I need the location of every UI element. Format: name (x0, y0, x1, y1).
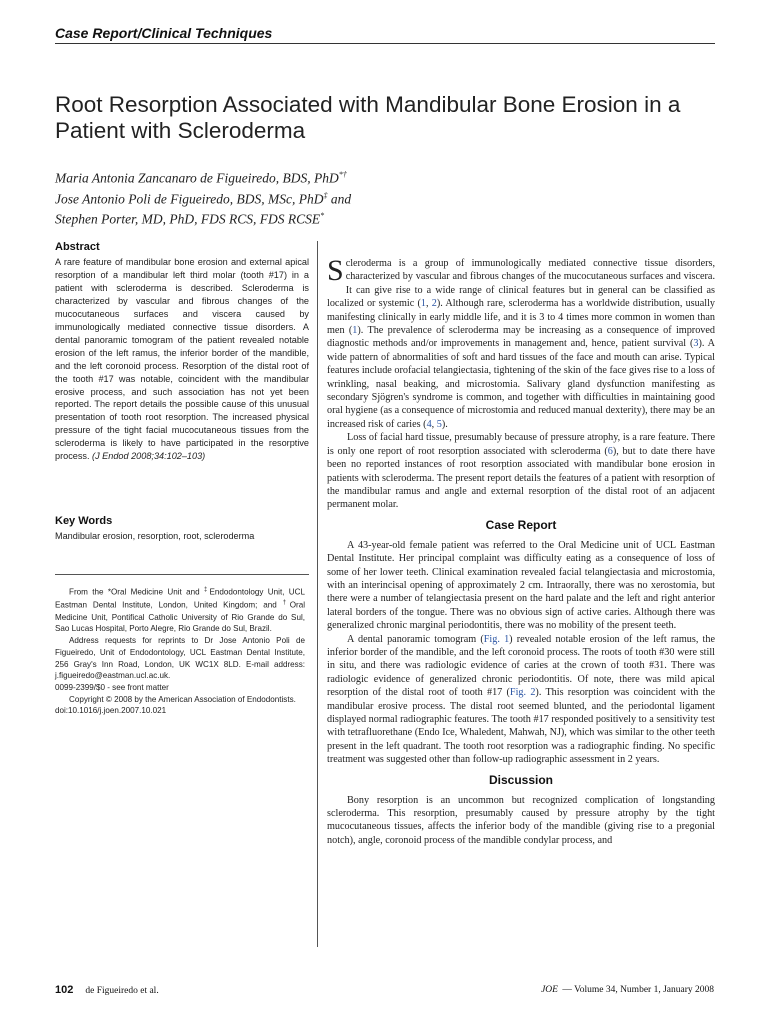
ref-link-3[interactable]: 3 (693, 338, 699, 350)
running-author: de Figueiredo et al. (85, 986, 159, 996)
abstract-citation: (J Endod 2008;34:102–103) (92, 451, 206, 462)
page-footer-right (541, 985, 714, 995)
copyright-line: Copyright © 2008 by the American Association of Endodontists. (69, 694, 296, 704)
column-divider (317, 241, 318, 947)
keywords-heading: Key Words (55, 515, 113, 527)
affiliation-footnote (55, 585, 305, 717)
intro-paragraph: Scleroderma is a group of immunologically mediated connective tissue disorders, characterized by vascular and fibrous changes of the mucocutaneous surfaces and viscera. It can give rise to a wide range of clinical features but in general can be classified as localized or systemic (1, 2). Although rare, scleroderma has a worldwide distribution, usually manifesting clinically in early middle life, and it is 3 to 4 times more common in women than men (1). The prevalence of scleroderma may be increasing as a consequence of improved diagnostic methods and/or improvements in management and, hence, patient survival (3). A wide pattern of abnormalities of soft and hard tissues of the face and mouth can arise. Typical features include orofacial telangiectasia, tightening of the skin of the face gives rise to a loss of wrinkling, nasal beaking, and microstomia. Salivary gland dysfunction manifesting as secondary Sjögren's syndrome is common, and together with difficulties in maintaining good oral hygiene (as a consequence of microstomia and reduced manual dexterity), there may be an increased risk of caries (4, 5). (327, 254, 716, 430)
author-2-marks: ‡ (323, 190, 328, 200)
case-report-heading: Case Report (485, 517, 557, 532)
section-label: Case Report/Clinical Techniques (55, 25, 273, 41)
ref-link-1b[interactable]: 1 (352, 325, 358, 337)
ref-link-2[interactable]: 2 (431, 298, 437, 310)
header-rule (55, 43, 715, 44)
article-title: Root Resorption Associated with Mandibular Bone Erosion in a Patient with Scleroderma (55, 92, 681, 143)
doi-line: doi:10.1016/j.joen.2007.10.021 (55, 706, 167, 716)
discussion-paragraph-1: Bony resorption is an uncommon but recognized complication of longstanding scleroderma. This resorption, presumably caused by pressure atrophy by the tight mucocutaneous tissues, affects the inferior body of the mandible (giving rise to a pregonial notch), angle, coronoid process of the mandible condylar process, and (327, 794, 715, 846)
issue-info: — Volume 34, Number 1, January 2008 (562, 985, 714, 995)
intro-paragraph-2: Loss of facial hard tissue, presumably because of pressure atrophy, is a rare feature. There is only one report of root resorption associated with scleroderma (6), but to date there have been no reported instances of root resorption associated with mandibular bone erosion in patients with scleroderma. The present report details the features of a patient with resorption of the mandibular ramus and angle and external resorption of the distal root of an adjacent permanent molar. (327, 432, 715, 511)
author-1: Maria Antonia Zancanaro de Figueiredo, BDS, PhD*† (55, 170, 347, 186)
discussion-heading: Discussion (488, 772, 554, 787)
author-1-marks: *† (338, 170, 347, 179)
author-2: Jose Antonio Poli de Figueiredo, BDS, MSc, PhD‡ and (55, 190, 352, 206)
author-list (55, 166, 715, 228)
ref-link-6[interactable]: 6 (607, 445, 613, 457)
affiliations: From the *Oral Medicine Unit and ‡Endodontology Unit, UCL Eastman Dental Institute, London, United Kingdom; and †Oral Medicine Unit, Pontifical Catholic University of Rio Grande do Sul, Sao Lucas Hospital, Porto Alegre, Rio Grande do Sul, Brazil. (55, 587, 306, 634)
ref-link-5[interactable]: 5 (436, 418, 442, 430)
drop-cap: S (327, 254, 344, 287)
figure-2-link[interactable]: Fig. 2 (509, 687, 536, 699)
ref-link-4[interactable]: 4 (426, 418, 432, 430)
reprint-address: Address requests for reprints to Dr Jose Antonio Poli de Figueiredo, Unit of Endodontology, UCL Eastman Dental Institute, 256 Gray's Inn Road, London, UK WC1X 8LD. E-mail address: j.figueiredo@eastman.ucl.ac.uk. (55, 636, 305, 681)
page-number: 102 (55, 984, 74, 996)
footnote-rule (55, 574, 309, 575)
abstract-heading: Abstract (55, 241, 100, 253)
body-column (327, 254, 716, 847)
journal-abbrev: JOE (541, 985, 558, 995)
figure-1-link[interactable]: Fig. 1 (483, 633, 510, 645)
case-paragraph-2: A dental panoramic tomogram (Fig. 1) revealed notable erosion of the left ramus, the inferior border of the mandible, and the left coronoid process. The roots of tooth #30 were still in situ, and there was radiologic evidence of caries at the crown of tooth #31. There was radiologic evidence of generalized chronic periodontitis. Of note, there was mild apical resorption of the distal root of tooth #17 (Fig. 2). This resorption was coincident with the mandibular erosive process. The distal root seemed blunted, and the periodontal ligament displayed normal radiographic features. The tooth #17 responded positively to a sensitivity test with tetrafluorethane (Endo Ice, Whaledent, Mahwah, NJ), which was similar to the other teeth present in the left quadrant. The tooth root resorption was a radiographic finding. No specific treatment was suggested other than follow-up radiographic assessment in 2 years. (327, 633, 716, 766)
issn-line: 0099-2399/$0 - see front matter (55, 683, 169, 692)
ref-link-1[interactable]: 1 (420, 298, 426, 310)
keywords-text: Mandibular erosion, resorption, root, scleroderma (55, 531, 255, 541)
author-3-marks: * (320, 211, 325, 220)
case-paragraph-1: A 43-year-old female patient was referred to the Oral Medicine unit of UCL Eastman Dental Institute. Her principal complaint was difficulty eating as a consequence of loss of some of her lower teeth. Clinical examination revealed facial telangiectasia and microstomia, with an interincisal opening of approximately 2 cm. Intraorally, there was no xerostomia, but there were a number of telangiectasia present on the hard palate and the left and right anterior lateral borders of the tongue. There was no obvious sign of active caries. Although there was generalized chronic marginal periodontitis, there was no mobility of the present teeth. (327, 539, 715, 632)
author-3: Stephen Porter, MD, PhD, FDS RCS, FDS RCSE* (55, 211, 325, 227)
abstract-text: A rare feature of mandibular bone erosion and external apical resorption of a mandibular left third molar (tooth #17) in a patient with scleroderma is described. Scleroderma is characterized by vascular and fibrous changes of the mucocutaneous surfaces and viscera caused by immunologically mediated connective tissue disorders. A dental panoramic tomogram of the patient revealed notable erosion of the left ramus, the inferior border of the mandible, and the left coronoid process. Resorption of the distal root of the tooth #17 was notable, coincident with the mandibular erosive process, and such association has not yet been reported. The report details the possible cause of this unusual presentation of tooth root resorption. The increased physical pressure of the tight facial mucocutaneous tissues from the scleroderma is likely to have participated in the resorptive process. (J Endod 2008;34:102–103) (55, 257, 309, 462)
page-footer-left (55, 984, 159, 996)
